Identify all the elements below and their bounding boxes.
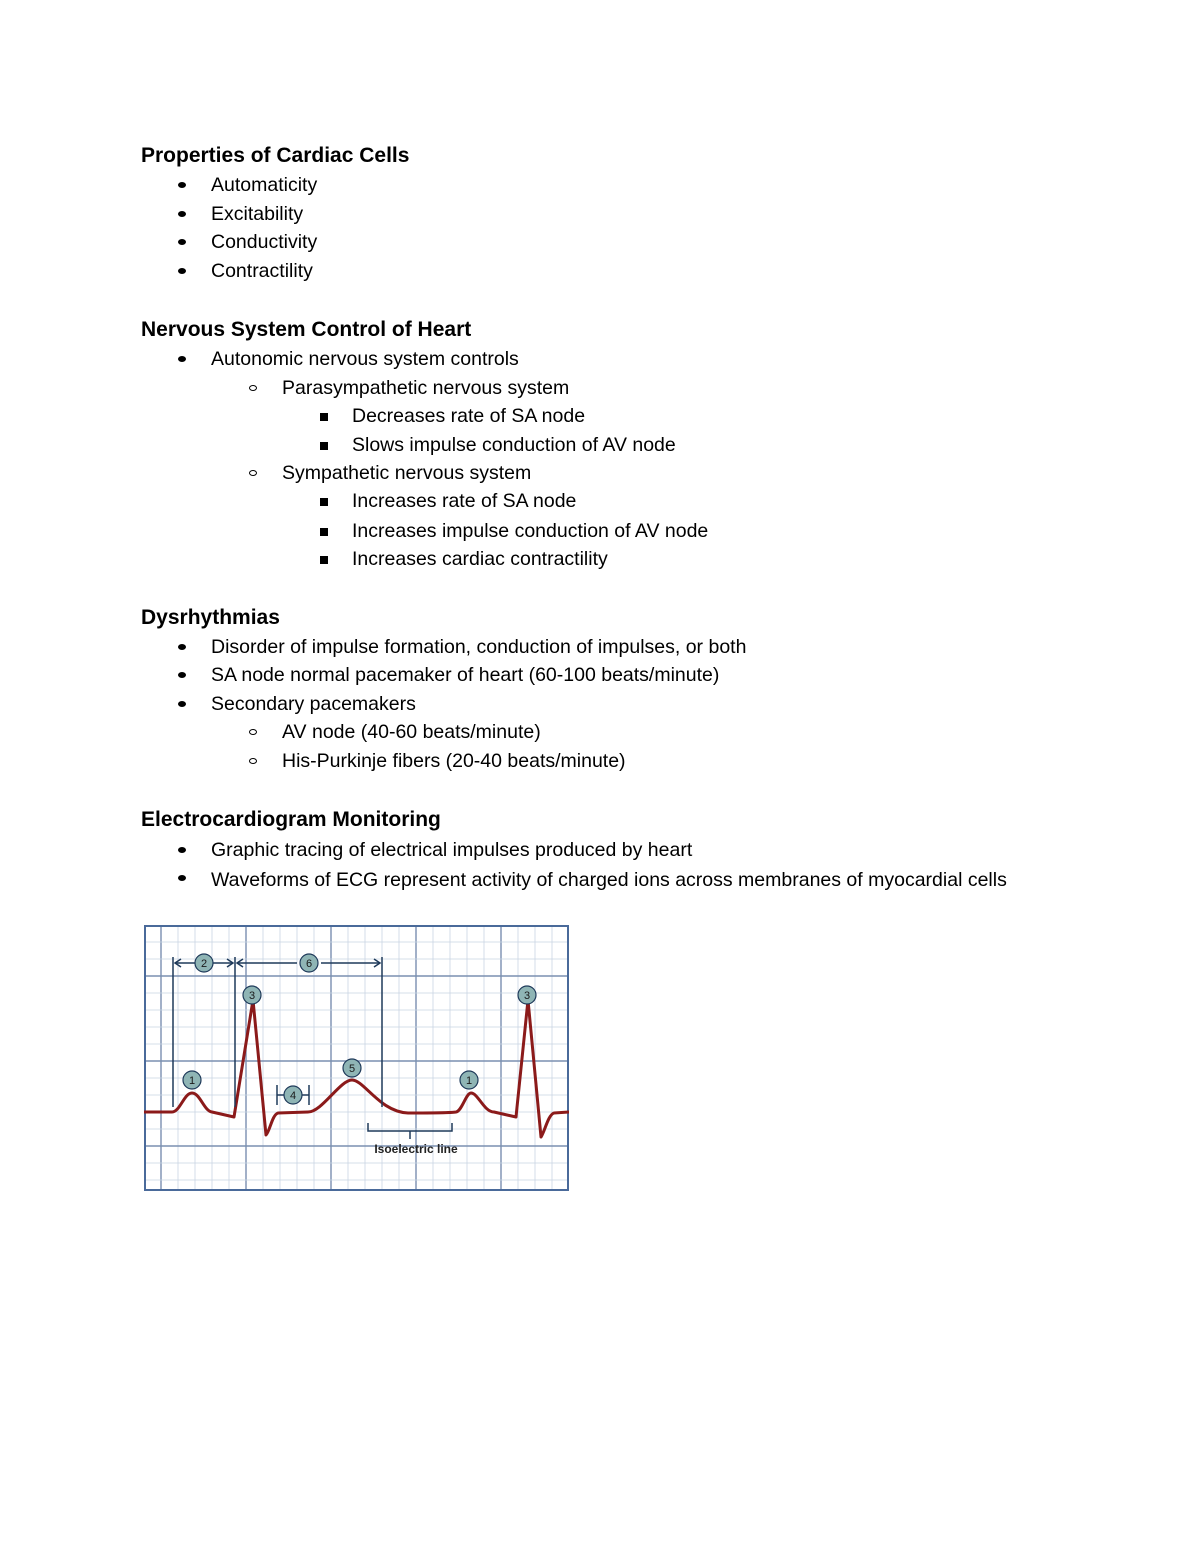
circle-bullet-icon: [249, 729, 257, 735]
list-item: Waveforms of ECG represent activity of charged ions across membranes of myocardial cells: [211, 869, 1007, 891]
marker-label: 6: [305, 958, 313, 970]
list-item: SA node normal pacemaker of heart (60-100 beats/minute): [211, 664, 720, 686]
list-item: Excitability: [211, 203, 304, 225]
circle-bullet-icon: [249, 758, 257, 764]
marker-p-wave: [460, 1071, 478, 1089]
marker-label: 4: [289, 1090, 297, 1102]
list-item: Sympathetic nervous system: [282, 462, 532, 484]
bullet-icon: [178, 644, 186, 650]
list-item: Contractility: [211, 260, 313, 282]
marker-label: 5: [348, 1063, 356, 1075]
circle-bullet-icon: [249, 470, 257, 476]
square-bullet-icon: [320, 556, 328, 564]
list-item: Disorder of impulse formation, conduction of impulses, or both: [211, 636, 747, 658]
marker-label: 1: [188, 1075, 196, 1087]
marker-pr-interval: [195, 954, 213, 972]
heading-ecg-monitoring: Electrocardiogram Monitoring: [141, 808, 441, 831]
marker-t-wave: [343, 1059, 361, 1077]
square-bullet-icon: [320, 498, 328, 506]
list-item: Slows impulse conduction of AV node: [352, 434, 676, 456]
marker-qt-interval: [300, 954, 318, 972]
list-item: Increases cardiac contractility: [352, 548, 608, 570]
bullet-icon: [178, 239, 186, 245]
bullet-icon: [178, 356, 186, 362]
list-item: Decreases rate of SA node: [352, 405, 586, 427]
list-item: Increases impulse conduction of AV node: [352, 520, 709, 542]
marker-st-segment: [284, 1086, 302, 1104]
list-item: AV node (40-60 beats/minute): [282, 721, 541, 743]
bullet-icon: [178, 268, 186, 274]
marker-qrs: [243, 986, 261, 1004]
square-bullet-icon: [320, 413, 328, 421]
list-item: Increases rate of SA node: [352, 490, 577, 512]
list-item: His-Purkinje fibers (20-40 beats/minute): [282, 750, 626, 772]
bullet-icon: [178, 211, 186, 217]
marker-qrs: [518, 986, 536, 1004]
marker-label: 1: [465, 1075, 473, 1087]
bullet-icon: [178, 847, 186, 853]
list-item: Automaticity: [211, 174, 318, 196]
list-item: Parasympathetic nervous system: [282, 377, 570, 399]
marker-label: 3: [523, 990, 531, 1002]
circle-bullet-icon: [249, 385, 257, 391]
isoelectric-line-label: Isoelectric line: [374, 1142, 458, 1156]
ecg-waveform-diagram: [144, 925, 569, 1191]
list-item: Secondary pacemakers: [211, 693, 416, 715]
list-item: Autonomic nervous system controls: [211, 348, 519, 370]
marker-label: 3: [248, 990, 256, 1002]
list-item: Graphic tracing of electrical impulses produced by heart: [211, 839, 693, 861]
marker-label: 2: [200, 958, 208, 970]
bullet-icon: [178, 701, 186, 707]
bullet-icon: [178, 875, 186, 881]
bullet-icon: [178, 182, 186, 188]
bullet-icon: [178, 672, 186, 678]
heading-cardiac-cells: Properties of Cardiac Cells: [141, 144, 410, 167]
square-bullet-icon: [320, 442, 328, 450]
marker-p-wave: [183, 1071, 201, 1089]
list-item: Conductivity: [211, 231, 318, 253]
heading-nervous-system: Nervous System Control of Heart: [141, 318, 472, 341]
heading-dysrhythmias: Dysrhythmias: [141, 606, 280, 629]
square-bullet-icon: [320, 528, 328, 536]
